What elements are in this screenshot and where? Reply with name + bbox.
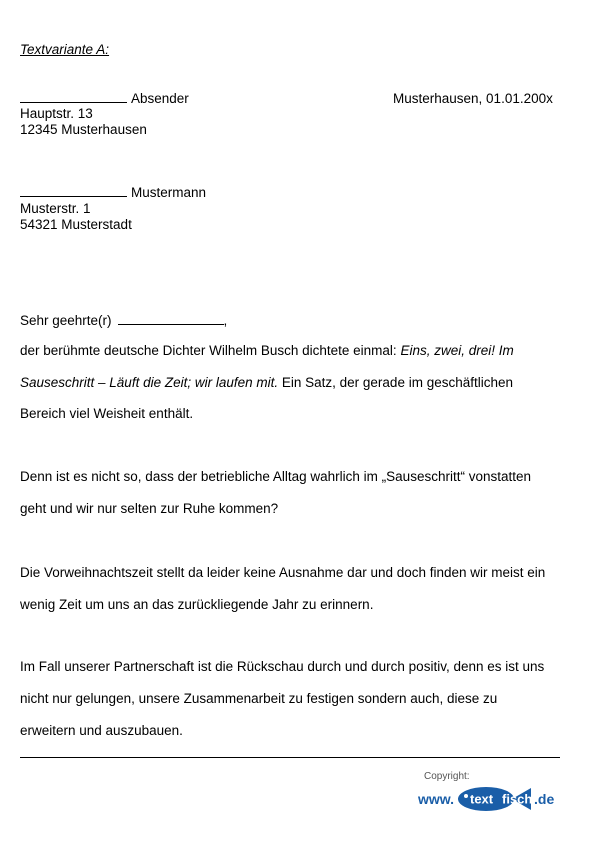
variant-label: Textvariante A: bbox=[20, 42, 110, 57]
blank-line bbox=[20, 91, 127, 103]
paragraph-1-line-3: Bereich viel Weisheit enthält. bbox=[20, 406, 194, 421]
paragraph-1-line-1 bbox=[20, 343, 514, 359]
paragraph-2-line-2: geht und wir nur selten zur Ruhe kommen? bbox=[20, 501, 279, 516]
text-span: der berühmte deutsche Dichter Wilhelm Busch dichtete einmal: bbox=[20, 343, 401, 358]
blank-line bbox=[118, 313, 224, 325]
paragraph-4-line-1: Im Fall unserer Partnerschaft ist die Rückschau durch und durch positiv, denn es ist uns bbox=[20, 659, 545, 674]
footer-divider bbox=[20, 757, 560, 758]
copyright-label: Copyright: bbox=[424, 771, 470, 782]
paragraph-3-line-1: Die Vorweihnachtszeit stellt da leider keine Ausnahme dar und doch finden wir meist ein bbox=[20, 565, 546, 580]
salutation: Sehr geehrte(r) bbox=[20, 313, 112, 328]
blank-line bbox=[20, 185, 127, 197]
logo-word-1: text bbox=[470, 791, 494, 807]
sender-city: 12345 Musterhausen bbox=[20, 122, 147, 137]
paragraph-4-line-3: erweitern und auszubauen. bbox=[20, 723, 183, 738]
sender-name: Absender bbox=[131, 91, 189, 106]
paragraph-3-line-2: wenig Zeit um uns an das zurückliegende Jahr zu erinnern. bbox=[20, 597, 374, 612]
logo-word-2: fisch bbox=[502, 791, 533, 807]
quote-span: Eins, zwei, drei! Im bbox=[400, 343, 514, 358]
recipient-city: 54321 Musterstadt bbox=[20, 217, 132, 232]
sender-name-line bbox=[20, 91, 189, 107]
textfisch-logo[interactable] bbox=[418, 786, 554, 812]
sender-street: Hauptstr. 13 bbox=[20, 106, 93, 121]
logo-prefix: www. bbox=[418, 791, 455, 807]
paragraph-4-line-2: nicht nur gelungen, unsere Zusammenarbeit zu festigen sondern auch, diese zu bbox=[20, 691, 498, 706]
letter-date: Musterhausen, 01.01.200x bbox=[393, 91, 553, 106]
recipient-street: Musterstr. 1 bbox=[20, 201, 91, 216]
salutation-comma: , bbox=[223, 313, 228, 328]
recipient-name: Mustermann bbox=[131, 185, 207, 200]
salutation-line bbox=[20, 313, 227, 329]
paragraph-1-line-2 bbox=[20, 375, 513, 391]
text-span: Ein Satz, der gerade im geschäftlichen bbox=[278, 375, 514, 390]
recipient-name-line bbox=[20, 185, 206, 201]
quote-span: Sauseschritt – Läuft die Zeit; wir laufen mit. bbox=[20, 375, 279, 390]
logo-suffix: .de bbox=[534, 791, 555, 807]
paragraph-2-line-1: Denn ist es nicht so, dass der betriebliche Alltag wahrlich im „Sauseschritt“ vonstatten bbox=[20, 469, 531, 484]
fish-icon bbox=[456, 786, 532, 812]
